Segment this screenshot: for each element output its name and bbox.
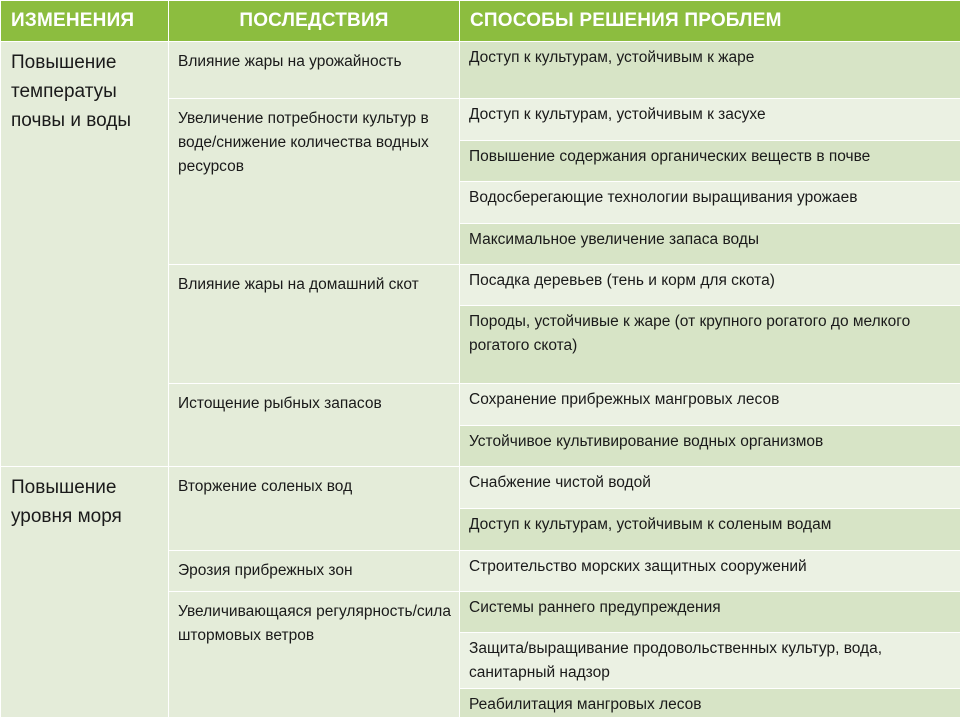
solution-cell: Посадка деревьев (тень и корм для скота) bbox=[460, 265, 960, 306]
solution-cell: Реабилитация мангровых лесов bbox=[460, 689, 960, 718]
consequence-cell: Влияние жары на урожайность bbox=[169, 42, 460, 99]
solution-cell: Породы, устойчивые к жаре (от крупного рогатого до мелкого рогатого скота) bbox=[460, 306, 960, 384]
solution-cell: Повышение содержания органических веществ в почве bbox=[460, 141, 960, 182]
solution-cell: Доступ к культурам, устойчивым к соленым водам bbox=[460, 509, 960, 551]
change-cell: Повышение уровня моря bbox=[1, 467, 169, 718]
header-consequences: ПОСЛЕДСТВИЯ bbox=[169, 1, 460, 42]
table-row bbox=[1, 467, 960, 509]
solution-cell: Сохранение прибрежных мангровых лесов bbox=[460, 384, 960, 426]
consequence-cell: Увеличивающаяся регулярность/сила штормовых ветров bbox=[169, 592, 460, 718]
header-changes: ИЗМЕНЕНИЯ bbox=[1, 1, 169, 42]
consequence-cell: Истощение рыбных запасов bbox=[169, 384, 460, 467]
solution-cell: Доступ к культурам, устойчивым к жаре bbox=[460, 42, 960, 99]
solution-cell: Максимальное увеличение запаса воды bbox=[460, 224, 960, 265]
table-header-row bbox=[1, 1, 960, 42]
table-row bbox=[1, 42, 960, 99]
solution-cell: Строительство морских защитных сооружений bbox=[460, 551, 960, 592]
solution-cell: Доступ к культурам, устойчивым к засухе bbox=[460, 99, 960, 141]
change-cell: Повышение температуы почвы и воды bbox=[1, 42, 169, 467]
consequence-cell: Увеличение потребности культур в воде/снижение количества водных ресурсов bbox=[169, 99, 460, 265]
consequence-cell: Эрозия прибрежных зон bbox=[169, 551, 460, 592]
solution-cell: Снабжение чистой водой bbox=[460, 467, 960, 509]
solution-cell: Защита/выращивание продовольственных культур, вода, санитарный надзор bbox=[460, 633, 960, 689]
solution-cell: Водосберегающие технологии выращивания урожаев bbox=[460, 182, 960, 224]
consequence-cell: Влияние жары на домашний скот bbox=[169, 265, 460, 384]
consequence-cell: Вторжение соленых вод bbox=[169, 467, 460, 551]
solution-cell: Устойчивое культивирование водных организмов bbox=[460, 426, 960, 467]
solution-cell: Системы раннего предупреждения bbox=[460, 592, 960, 633]
header-solutions: СПОСОБЫ РЕШЕНИЯ ПРОБЛЕМ bbox=[460, 1, 960, 42]
